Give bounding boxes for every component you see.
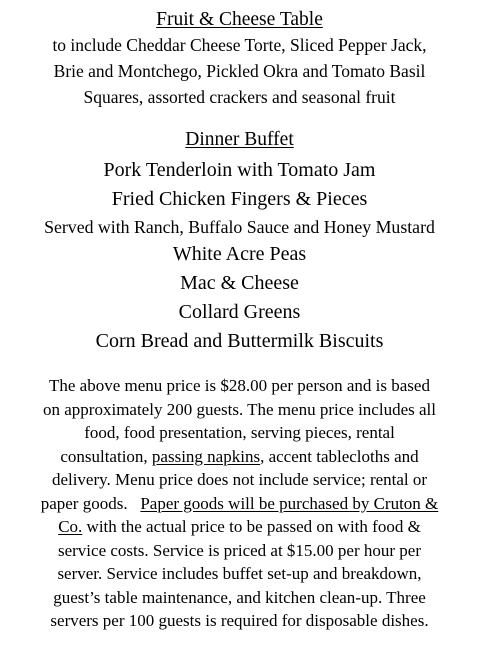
buffet-item: Mac & Cheese xyxy=(180,272,299,294)
terms-text: , accent tablecloths and xyxy=(260,446,419,466)
terms-line xyxy=(0,445,479,469)
buffet-item-sauces: Served with Ranch, Buffalo Sauce and Honey Mustard xyxy=(44,217,435,237)
terms-line xyxy=(0,492,479,516)
dinner-buffet-list xyxy=(0,156,479,356)
terms-line: delivery. Menu price does not include service; rental or xyxy=(51,470,428,489)
fruit-cheese-description xyxy=(0,32,479,110)
terms-line: food, food presentation, serving pieces, rental xyxy=(84,423,395,442)
pricing-terms xyxy=(0,374,479,633)
dinner-buffet-title: Dinner Buffet xyxy=(185,129,294,150)
paper-goods-note-end: Co. xyxy=(58,517,83,536)
terms-line: server. Service includes buffet set-up and breakdown, xyxy=(57,564,422,583)
buffet-item: Pork Tenderloin with Tomato Jam xyxy=(103,159,376,181)
buffet-item: Fried Chicken Fingers & Pieces xyxy=(111,188,368,210)
terms-line: The above menu price is $28.00 per person and is based xyxy=(49,376,430,395)
paper-goods-note: Paper goods will be purchased by Cruton & xyxy=(140,493,439,513)
buffet-item: Collard Greens xyxy=(178,301,301,323)
buffet-item: White Acre Peas xyxy=(172,243,307,265)
fruit-cheese-line-3: Squares, assorted crackers and seasonal fruit xyxy=(83,87,396,107)
terms-text: paper goods. xyxy=(40,493,141,513)
terms-line: service costs. Service is priced at $15.00 per hour per xyxy=(57,540,422,560)
terms-line xyxy=(0,515,479,539)
terms-line: on approximately 200 guests. The menu price includes all xyxy=(43,399,436,419)
buffet-item: Corn Bread and Buttermilk Biscuits xyxy=(95,330,384,352)
terms-text: with the actual price to be passed on with food & xyxy=(82,517,421,536)
fruit-cheese-line-2: Brie and Montchego, Pickled Okra and Tomato Basil xyxy=(53,61,426,81)
passing-napkins-text: passing napkins xyxy=(151,446,261,466)
fruit-cheese-line-1: to include Cheddar Cheese Torte, Sliced Pepper Jack, xyxy=(52,35,427,55)
fruit-cheese-title: Fruit & Cheese Table xyxy=(156,9,323,30)
terms-line: servers per 100 guests is required for disposable dishes. xyxy=(50,611,429,630)
terms-text: consultation, xyxy=(60,446,152,466)
terms-line: guest’s table maintenance, and kitchen clean-up. Three xyxy=(53,587,426,607)
